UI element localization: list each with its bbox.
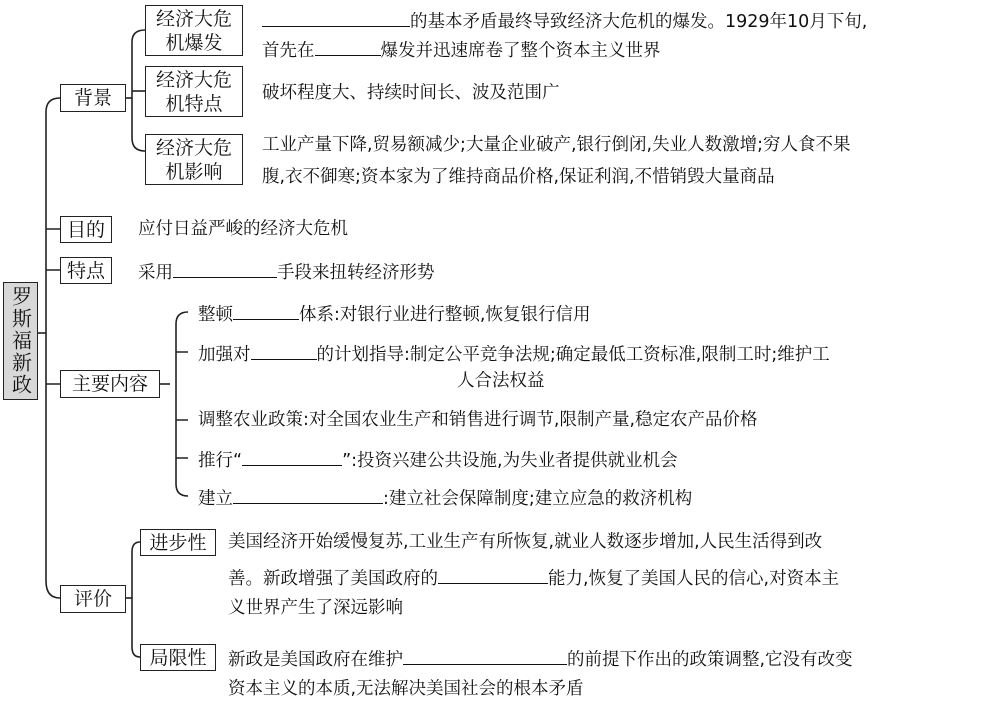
answer-blank[interactable] <box>315 35 381 56</box>
node-crisis-impact <box>145 134 243 185</box>
crisis-features-label-1: 经济大危 <box>155 68 232 91</box>
node-crisis-outbreak <box>145 5 243 56</box>
crisis-outbreak-line-2 <box>262 35 661 64</box>
text: ”:投资兴建公共设施,为失业者提供就业机会 <box>342 451 678 471</box>
text: 推行“ <box>198 451 243 471</box>
text: 的计划指导:制定公平竞争法规;确定最低工资标准,限制工时;维护工 <box>316 345 830 365</box>
progress-line-1: 美国经济开始缓慢复苏,工业生产有所恢复,就业人数逐步增加,人民生活得到改 <box>228 532 823 552</box>
content-item-1 <box>198 299 590 328</box>
text: 采用 <box>138 263 173 283</box>
answer-blank[interactable] <box>233 483 383 504</box>
node-characteristic: 特点 <box>60 257 112 284</box>
crisis-impact-label-2: 机影响 <box>165 160 223 183</box>
node-progress: 进步性 <box>140 529 216 556</box>
text: 整顿 <box>198 305 233 325</box>
content-item-2-line-2: 人合法权益 <box>457 371 545 391</box>
purpose-text: 应付日益严峻的经济大危机 <box>138 219 348 239</box>
text: 的基本矛盾最终导致经济大危机的爆发。1929年10月下旬, <box>410 12 868 32</box>
text: 的前提下作出的政策调整,它没有改变 <box>567 650 853 670</box>
crisis-outbreak-label-2: 机爆发 <box>165 31 223 54</box>
crisis-impact-line-2: 腹,衣不御寒;资本家为了维持商品价格,保证利润,不惜销毁大量商品 <box>262 167 775 187</box>
answer-blank[interactable] <box>438 563 548 584</box>
limitation-line-2: 资本主义的本质,无法解决美国社会的根本矛盾 <box>228 679 584 699</box>
node-purpose: 目的 <box>60 216 112 243</box>
node-evaluation: 评价 <box>60 585 126 613</box>
progress-line-2 <box>228 563 839 592</box>
answer-blank[interactable] <box>403 644 567 665</box>
answer-blank[interactable] <box>242 445 342 466</box>
characteristic-text <box>138 257 435 286</box>
text: 首先在 <box>262 41 315 61</box>
node-crisis-features <box>145 66 243 117</box>
content-item-3: 调整农业政策:对全国农业生产和销售进行调节,限制产量,稳定农产品价格 <box>198 410 758 430</box>
text: 新政是美国政府在维护 <box>228 650 403 670</box>
answer-blank[interactable] <box>251 339 317 360</box>
limitation-line-1 <box>228 644 853 673</box>
node-limitation: 局限性 <box>140 644 216 671</box>
content-item-5 <box>198 483 692 512</box>
progress-line-3: 义世界产生了深远影响 <box>228 598 403 618</box>
text: 体系:对银行业进行整顿,恢复银行信用 <box>299 305 591 325</box>
content-item-2 <box>198 339 830 368</box>
crisis-features-label-2: 机特点 <box>165 92 223 115</box>
text: :建立社会保障制度;建立应急的救济机构 <box>383 489 693 509</box>
node-background: 背景 <box>60 84 126 112</box>
content-item-4 <box>198 445 678 474</box>
text: 手段来扭转经济形势 <box>277 263 435 283</box>
text: 善。新政增强了美国政府的 <box>228 569 438 589</box>
answer-blank[interactable] <box>262 6 410 27</box>
crisis-impact-label-1: 经济大危 <box>155 136 232 159</box>
node-main-content: 主要内容 <box>60 370 160 398</box>
text: 能力,恢复了美国人民的信心,对资本主 <box>548 569 840 589</box>
crisis-outbreak-line-1 <box>262 6 867 35</box>
crisis-features-text: 破坏程度大、持续时间长、波及范围广 <box>262 83 560 103</box>
root-node: 罗斯福新政 <box>3 282 38 400</box>
crisis-outbreak-label-1: 经济大危 <box>155 7 232 30</box>
answer-blank[interactable] <box>173 257 277 278</box>
text: 建立 <box>198 489 233 509</box>
text: 加强对 <box>198 345 251 365</box>
crisis-impact-line-1: 工业产量下降,贸易额减少;大量企业破产,银行倒闭,失业人数激增;穷人食不果 <box>262 135 851 155</box>
text: 爆发并迅速席卷了整个资本主义世界 <box>380 41 661 61</box>
answer-blank[interactable] <box>233 299 299 320</box>
